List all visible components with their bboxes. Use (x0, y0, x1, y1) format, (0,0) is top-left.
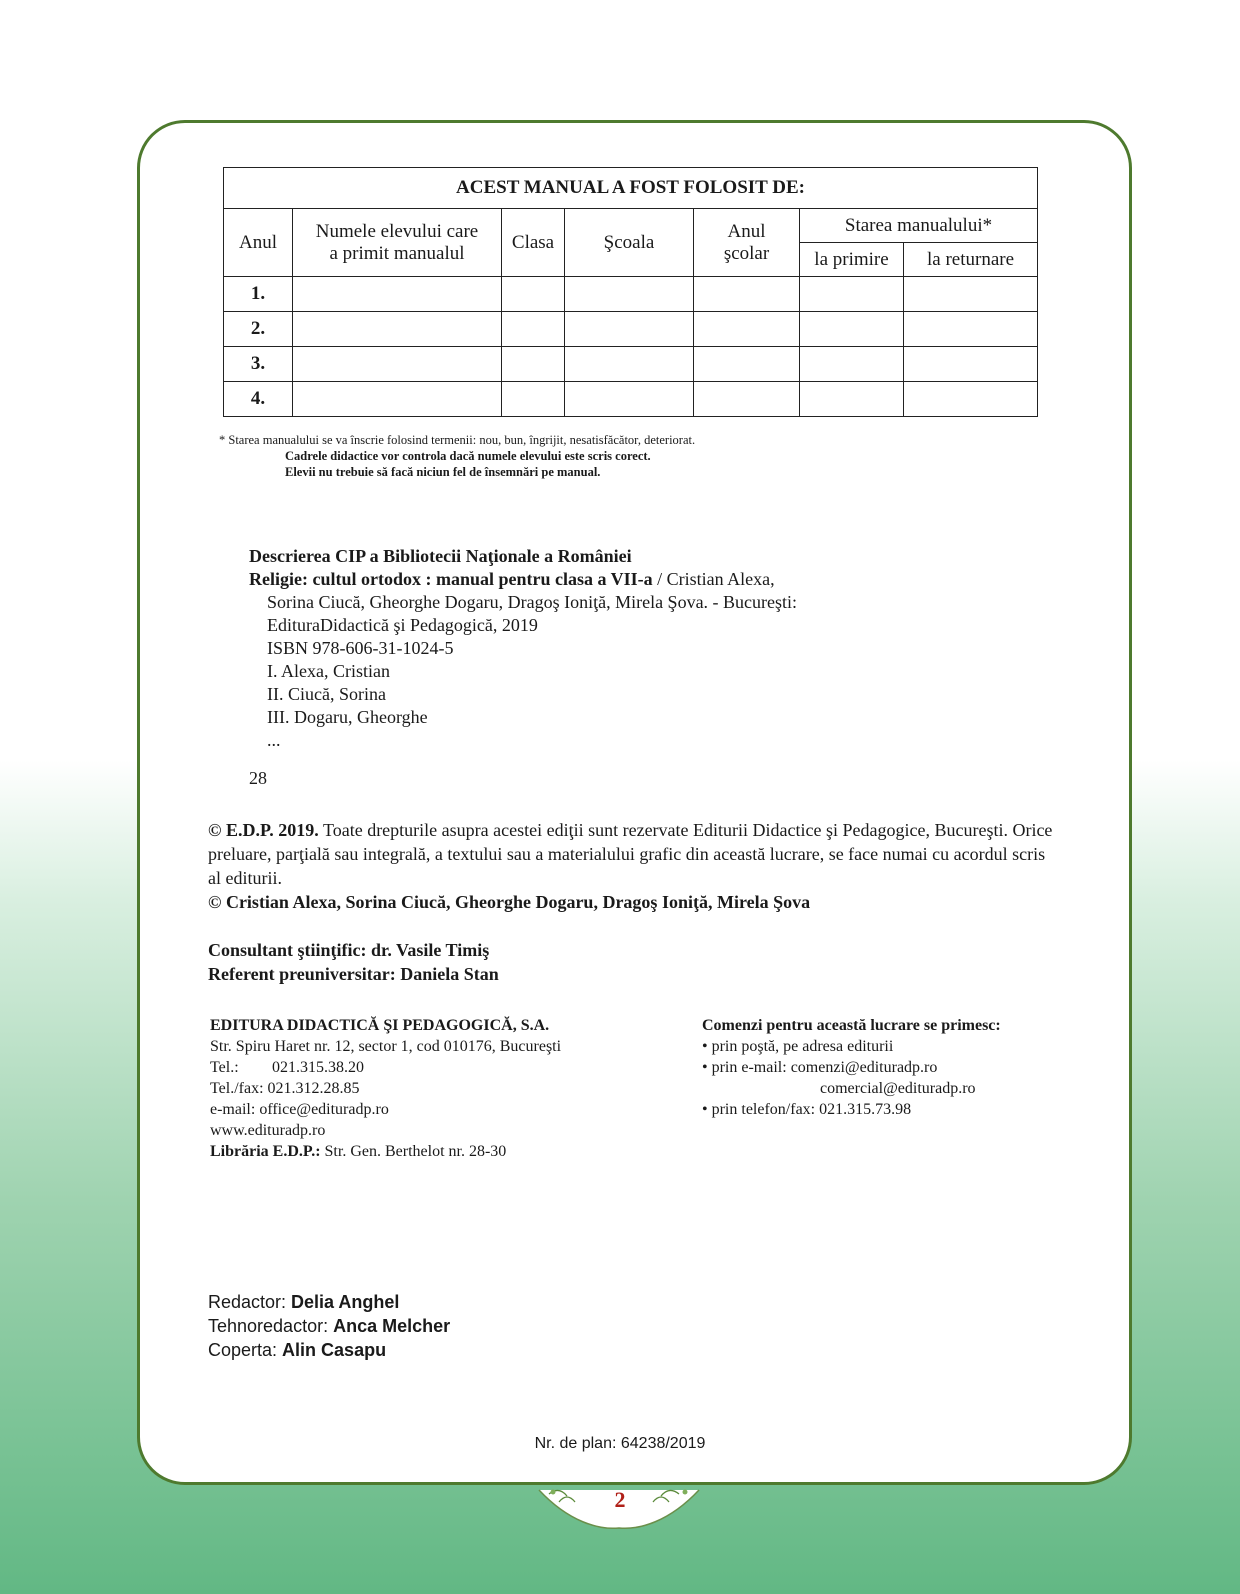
row-number: 4. (224, 382, 293, 417)
table-notes (219, 432, 695, 480)
row-number: 2. (224, 312, 293, 347)
redactor-name: Delia Anghel (291, 1292, 400, 1312)
orders-email-2: comercial@edituradp.ro (820, 1080, 976, 1097)
orders-heading: Comenzi pentru această lucrare se primesc: (702, 1017, 1001, 1034)
publisher-tel-label: Tel.: (210, 1059, 239, 1076)
publisher-telfax: Tel./fax: 021.312.28.85 (210, 1080, 360, 1097)
table-row (224, 382, 1038, 417)
cip-line: II. Ciucă, Sorina (267, 684, 386, 704)
publisher-web: www.edituradp.ro (210, 1122, 326, 1139)
orders-post: • prin poştă, pe adresa editurii (702, 1038, 894, 1055)
orders-phone: • prin telefon/fax: 021.315.73.98 (702, 1101, 912, 1118)
publisher-name: EDITURA DIDACTICĂ ŞI PEDAGOGICĂ, S.A. (210, 1017, 550, 1034)
row-number: 1. (224, 277, 293, 312)
copyright-edp: © E.D.P. 2019. (208, 820, 319, 840)
copyright-authors: © Cristian Alexa, Sorina Ciucă, Gheorghe Dogaru, Dragoş Ioniţă, Mirela Şova (208, 892, 811, 912)
col-scoala: Şcoala (565, 209, 694, 277)
redactor-label: Redactor: (208, 1292, 292, 1312)
cip-line: I. Alexa, Cristian (267, 661, 390, 681)
usage-table-title: ACEST MANUAL A FOST FOLOSIT DE: (224, 168, 1038, 209)
page-number: 2 (614, 1487, 626, 1512)
plan-number: Nr. de plan: 64238/2019 (534, 1435, 706, 1452)
cip-isbn: ISBN 978-606-31-1024-5 (267, 638, 454, 658)
publisher-address: Str. Spiru Haret nr. 12, sector 1, cod 010176, Bucureşti (210, 1038, 562, 1055)
table-row (224, 312, 1038, 347)
staff-credits (208, 1290, 450, 1362)
cip-line: III. Dogaru, Gheorghe (267, 707, 428, 727)
col-primire: la primire (800, 243, 904, 277)
note-students: Elevii nu trebuie să facă niciun fel de însemnări pe manual. (285, 465, 601, 479)
row-number: 3. (224, 347, 293, 382)
publisher-tel: 021.315.38.20 (272, 1059, 364, 1076)
col-clasa: Clasa (502, 209, 565, 277)
consultants (208, 938, 499, 986)
cip-heading: Descrierea CIP a Bibliotecii Naţionale a României (249, 546, 632, 566)
referent-line: Referent preuniversitar: Daniela Stan (208, 964, 499, 984)
copyright-text: Toate drepturile asupra acestei ediţii sunt rezervate Editurii Didactice şi Pedagogice, Bucureşti. Orice preluare, parţială sau integrală, a textului sau a materialului grafic din această lucrare, se face numai cu acordul scris al editurii. (208, 820, 1053, 888)
usage-table (223, 167, 1038, 417)
cip-title: Religie: cultul ortodox : manual pentru clasa a VII-a (249, 569, 653, 589)
orders-email: • prin e-mail: comenzi@edituradp.ro (702, 1059, 938, 1076)
col-anul: Anul (224, 209, 293, 277)
col-returnare: la returnare (904, 243, 1038, 277)
cip-pages: 28 (249, 768, 267, 788)
col-anul-scolar: Anul şcolar (694, 209, 800, 277)
coperta-name: Alin Casapu (282, 1340, 387, 1360)
tehnoredactor-name: Anca Melcher (333, 1316, 451, 1336)
table-row (224, 347, 1038, 382)
publisher-info (210, 1015, 561, 1162)
coperta-label: Coperta: (208, 1340, 283, 1360)
bookstore-address: Str. Gen. Berthelot nr. 28-30 (320, 1143, 507, 1160)
note-teachers: Cadrele didactice vor controla dacă numele elevului este scris corect. (285, 449, 651, 463)
table-row (224, 277, 1038, 312)
note-starea: * Starea manualului se va înscrie folosind termenii: nou, bun, îngrijit, nesatisfăcător, deteriorat. (219, 433, 696, 447)
tehnoredactor-label: Tehnoredactor: (208, 1316, 334, 1336)
cip-authors-start: / Cristian Alexa, (652, 569, 775, 589)
col-numele: Numele elevului care a primit manualul (293, 209, 502, 277)
cip-line: Sorina Ciucă, Gheorghe Dogaru, Dragoş Ioniţă, Mirela Şova. - Bucureşti: (267, 592, 798, 612)
cip-line: EdituraDidactică şi Pedagogică, 2019 (267, 615, 538, 635)
publisher-email: e-mail: office@edituradp.ro (210, 1101, 389, 1118)
consultant-line: Consultant ştiinţific: dr. Vasile Timiş (208, 940, 490, 960)
copyright-block (208, 818, 1058, 914)
cip-description (249, 545, 797, 752)
orders-info (702, 1015, 1001, 1120)
bookstore-label: Librăria E.D.P.: (210, 1143, 321, 1160)
cip-line: ... (267, 730, 281, 750)
col-starea: Starea manualului* (800, 209, 1038, 243)
